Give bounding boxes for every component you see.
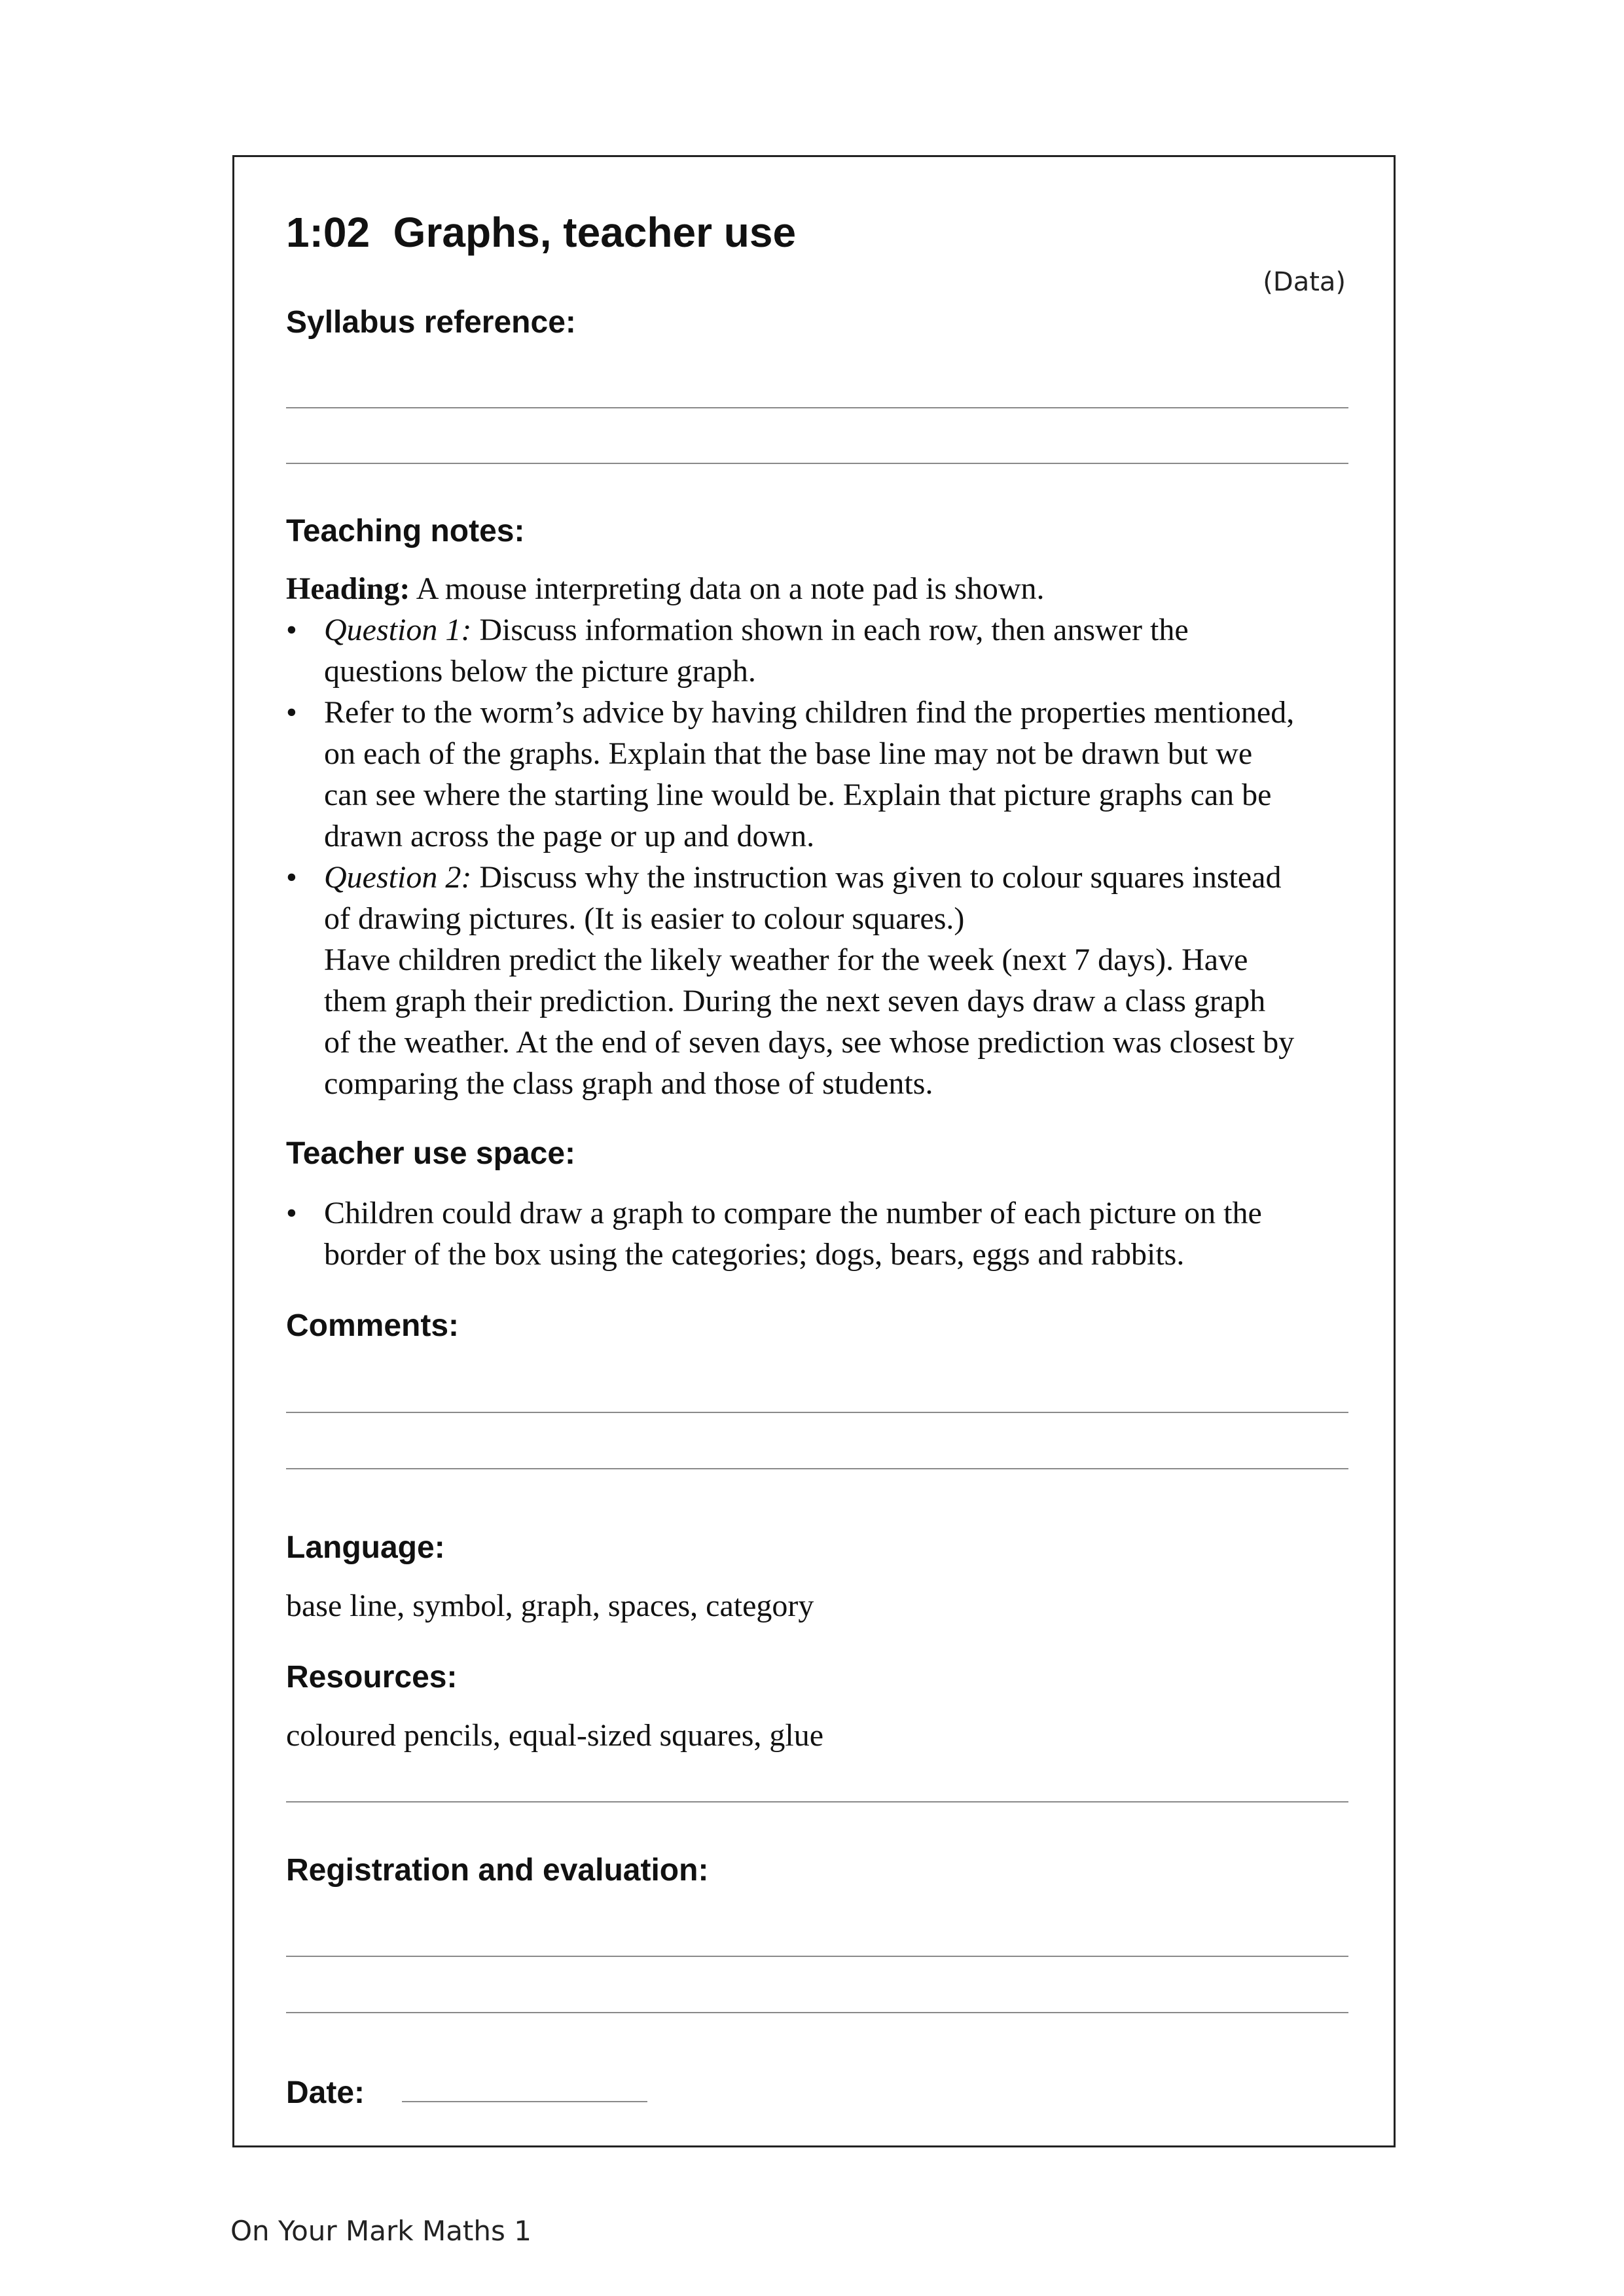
registration-line-2[interactable] [286,2012,1348,2013]
language-heading: Language: [286,1530,445,1565]
notes-bullet-worm-advice [286,692,1360,857]
bullet-line: Discuss why the instruction was given to colour squares instead [471,860,1282,895]
bullet-icon: • [286,1196,297,1230]
notes-bullet-question-2 [286,857,1360,1104]
notes-heading-text: A mouse interpreting data on a note pad is shown. [410,571,1045,606]
notes-heading-line [286,568,1360,609]
teacher-use-bullet [286,1193,1360,1275]
bullet-line: of drawing pictures. (It is easier to colour squares.) [324,901,965,936]
teaching-notes-heading: Teaching notes: [286,514,525,548]
syllabus-heading: Syllabus reference: [286,305,576,340]
resources-heading: Resources: [286,1660,458,1695]
date-label: Date: [286,2075,365,2110]
comments-heading: Comments: [286,1308,460,1343]
bullet-line: of the weather. At the end of seven days, see whose prediction was closest by [324,1025,1295,1060]
teaching-notes-body [286,568,1360,1104]
notes-bullet-list [286,609,1360,1104]
strand-tag: (Data) [1263,267,1346,297]
language-text: base line, symbol, graph, spaces, category [286,1588,814,1623]
comments-line-2[interactable] [286,1468,1348,1469]
bullet-label: Question 2: [324,860,472,895]
date-field[interactable] [402,2101,647,2102]
bullet-label: Question 1: [324,613,472,647]
bullet-line: questions below the picture graph. [324,654,756,689]
syllabus-line-1[interactable] [286,407,1348,408]
teacher-use-body [286,1193,1360,1275]
teacher-use-list [286,1193,1360,1275]
registration-heading: Registration and evaluation: [286,1853,709,1888]
resources-text: coloured pencils, equal-sized squares, glue [286,1718,824,1753]
bullet-icon: • [286,613,297,647]
bullet-line: Have children predict the likely weather for the week (next 7 days). Have [324,942,1248,977]
bullet-icon: • [286,860,297,895]
registration-line-1[interactable] [286,1956,1348,1957]
notes-bullet-question-1 [286,609,1360,692]
bullet-line: Children could draw a graph to compare the number of each picture on the [324,1196,1262,1230]
resources-line[interactable] [286,1801,1348,1803]
bullet-line: on each of the graphs. Explain that the base line may not be drawn but we [324,736,1253,771]
syllabus-line-2[interactable] [286,463,1348,464]
bullet-line: can see where the starting line would be. Explain that picture graphs can be [324,778,1272,812]
footer-text: On Your Mark Maths 1 [230,2215,532,2247]
bullet-line: them graph their prediction. During the next seven days draw a class graph [324,984,1266,1018]
page-title: 1:02 Graphs, teacher use [286,209,797,256]
bullet-line: Refer to the worm’s advice by having children find the properties mentioned, [324,695,1295,730]
bullet-line: Discuss information shown in each row, then answer the [471,613,1189,647]
comments-line-1[interactable] [286,1412,1348,1413]
bullet-line: drawn across the page or up and down. [324,819,815,853]
bullet-icon: • [286,695,297,730]
bullet-line: comparing the class graph and those of students. [324,1066,933,1101]
bullet-line: border of the box using the categories; dogs, bears, eggs and rabbits. [324,1237,1185,1272]
teacher-use-heading: Teacher use space: [286,1136,576,1171]
notes-heading-label: Heading: [286,571,410,606]
